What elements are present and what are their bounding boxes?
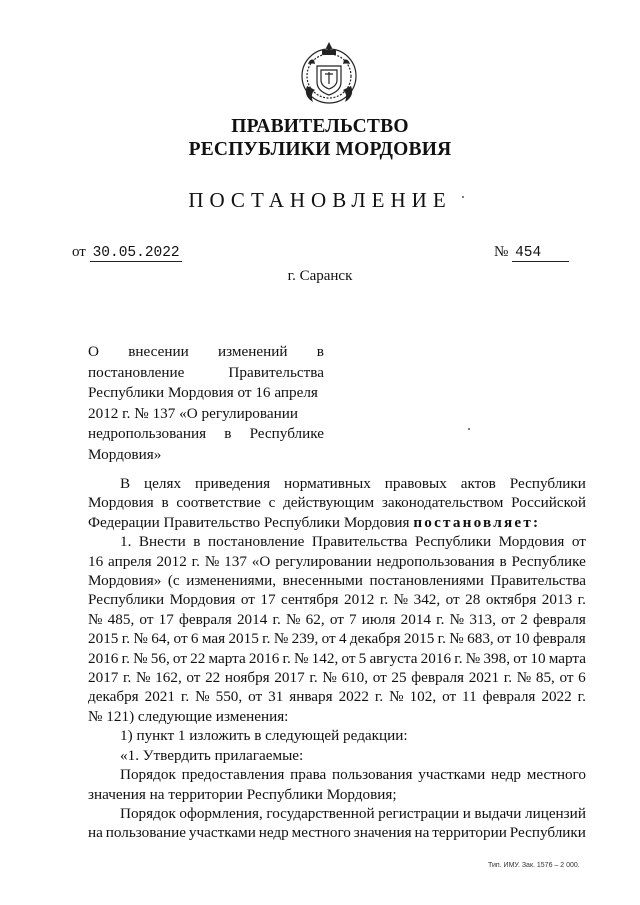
- body-word: №: [393, 591, 409, 609]
- body-word: лицензий: [524, 804, 586, 822]
- body-word: №: [88, 610, 103, 628]
- document-number: [494, 244, 569, 261]
- body-word: марта: [208, 649, 246, 667]
- body-word: 610,: [341, 669, 369, 687]
- body-word: от: [445, 591, 460, 609]
- body-word: мая: [201, 630, 226, 648]
- body-word: 162,: [155, 669, 182, 687]
- body-word: г.: [437, 630, 446, 648]
- body-word: от: [341, 649, 356, 667]
- body-word: Российской: [511, 494, 586, 512]
- subject-word: изменений: [218, 343, 288, 360]
- body-word: октября: [485, 591, 537, 609]
- body-word: участками: [188, 824, 256, 842]
- body-word: «1. Утвердить прилагаемые:: [120, 746, 304, 764]
- body-word: г.: [309, 669, 318, 687]
- body-word: г.: [503, 669, 513, 687]
- body-word: на: [414, 824, 430, 842]
- body-word: «О: [251, 552, 271, 570]
- body-word: на: [88, 824, 103, 842]
- body-word: г.: [123, 669, 132, 687]
- body-word: г.: [191, 552, 200, 570]
- subject-word: О: [88, 343, 99, 360]
- body-word: г.: [121, 630, 131, 648]
- body-word: 2013: [541, 591, 573, 609]
- body-word: 17: [260, 591, 276, 609]
- document-city: г. Саранск: [287, 268, 353, 284]
- body-word: г.: [577, 591, 586, 609]
- date-value: 30.05.2022: [90, 245, 182, 262]
- body-word: Республики: [509, 475, 586, 492]
- body-word: №: [133, 649, 148, 667]
- body-line: [88, 493, 586, 512]
- body-word: 28: [465, 591, 481, 609]
- subject-line: [88, 445, 324, 466]
- body-word: В: [120, 475, 131, 492]
- body-word: от: [240, 591, 255, 609]
- coat-of-arms-emblem: [298, 38, 360, 106]
- body-word: 64,: [151, 630, 171, 648]
- body-word: оформления,: [179, 804, 263, 822]
- body-word: г.: [121, 649, 130, 667]
- body-word: территории: [432, 824, 507, 842]
- body-word: регулировании: [275, 552, 372, 570]
- scan-speck: [462, 196, 464, 198]
- body-word: значения: [353, 824, 412, 842]
- body-word: №: [133, 630, 148, 648]
- organization-name-line2: РЕСПУБЛИКИ МОРДОВИЯ: [188, 139, 452, 160]
- body-word: 2015: [403, 630, 435, 648]
- body-word: №: [322, 669, 337, 687]
- body-word: №: [285, 610, 301, 628]
- scan-speck: [468, 428, 470, 430]
- body-word: 10: [530, 649, 546, 667]
- body-word: Мордовия»: [88, 572, 162, 590]
- body-word: 56,: [150, 649, 170, 667]
- body-word: Порядок: [120, 766, 176, 784]
- body-word: августа: [369, 649, 418, 667]
- body-word: г.: [272, 610, 281, 628]
- body-word: недр: [258, 824, 289, 842]
- body-word: государственной: [266, 804, 375, 822]
- body-word: 31: [268, 688, 284, 706]
- body-word: декабря: [88, 688, 139, 706]
- body-word: №: [465, 649, 481, 667]
- body-word: внесенными: [282, 572, 363, 590]
- body-word: законодательством: [381, 494, 504, 512]
- body-line: [88, 532, 586, 551]
- body-word: Республики: [88, 591, 165, 609]
- body-line: [88, 610, 586, 629]
- subject-line: [88, 363, 324, 384]
- body-word: значения на территории Республики Мордовия;: [88, 785, 397, 803]
- body-word: 1) пункт 1 изложить в следующей редакции:: [120, 727, 408, 745]
- body-word: 6: [190, 630, 199, 648]
- body-word: от: [571, 533, 586, 551]
- body-word: №: [389, 688, 404, 706]
- body-word: 398,: [483, 649, 510, 667]
- body-line: [88, 668, 586, 687]
- subject-word: в: [316, 343, 324, 360]
- subject-word: в: [224, 425, 232, 442]
- body-line: [88, 746, 586, 765]
- body-word: недр: [490, 766, 521, 784]
- body-line: [88, 590, 586, 609]
- body-word: 4: [338, 630, 347, 648]
- body-word: 10: [514, 630, 530, 648]
- body-word: в: [161, 494, 169, 512]
- body-word: права: [290, 766, 327, 784]
- body-word: 2017: [274, 669, 305, 687]
- body-word: от: [321, 630, 336, 648]
- body-word: г.: [379, 591, 389, 609]
- body-word: выдачи: [474, 804, 522, 822]
- body-line: [88, 726, 586, 745]
- document-body: [88, 474, 586, 843]
- number-prefix: №: [494, 244, 509, 260]
- body-word: правовых: [384, 475, 447, 492]
- body-word: Мордовия: [498, 533, 565, 551]
- body-line: [88, 823, 586, 842]
- subject-word: внесении: [128, 343, 189, 360]
- body-word: №: [273, 630, 289, 648]
- body-word: местного: [291, 824, 351, 842]
- body-line: [88, 571, 586, 590]
- subject-line: [88, 383, 324, 404]
- body-word: г.: [454, 649, 463, 667]
- body-word: 2022: [541, 688, 572, 706]
- body-word: 342,: [413, 591, 441, 609]
- body-word: декабря: [349, 630, 401, 648]
- body-word: 25: [391, 669, 407, 687]
- body-word: от: [248, 688, 263, 706]
- body-word: регистрации: [378, 804, 460, 822]
- body-word: 2015: [228, 630, 259, 648]
- body-word: 2021: [468, 669, 500, 687]
- body-word: февраля: [411, 669, 465, 687]
- body-word: от: [442, 688, 457, 706]
- body-word: целях: [144, 475, 182, 492]
- body-word: от: [501, 610, 516, 628]
- body-word: 485,: [107, 610, 135, 628]
- body-word: пользования: [332, 766, 413, 784]
- body-word: 137: [224, 552, 247, 570]
- body-word: от: [559, 669, 574, 687]
- body-word: 62,: [305, 610, 325, 628]
- body-word: Федерации Правительство Республики Мордовия: [88, 513, 410, 531]
- body-word: 313,: [469, 610, 496, 628]
- body-word: июля: [361, 610, 396, 628]
- document-subject: [88, 342, 324, 465]
- body-word: Республики: [414, 533, 492, 551]
- document-type-title: ПОСТАНОВЛЕНИЕ: [188, 188, 452, 212]
- body-word: 683,: [467, 630, 494, 648]
- body-word: от: [513, 649, 528, 667]
- body-word: №: [516, 669, 532, 687]
- body-word: актов: [460, 475, 496, 492]
- body-line: [88, 804, 586, 823]
- body-word: 142,: [311, 649, 339, 667]
- body-word: 85,: [535, 669, 555, 687]
- subject-word: Республики Мордовия от 16 апреля: [88, 384, 318, 401]
- body-word: 2012: [156, 552, 187, 570]
- body-word: от: [173, 630, 188, 648]
- body-word: 2016: [248, 649, 280, 667]
- body-word: местного: [526, 766, 586, 784]
- body-line: [88, 765, 586, 784]
- body-word: 16: [88, 552, 104, 570]
- body-word: №: [449, 610, 465, 628]
- body-word: 5: [358, 649, 367, 667]
- body-word: февраля: [482, 688, 536, 706]
- body-word: Правительства: [490, 572, 586, 590]
- body-word: 2016: [420, 649, 452, 667]
- subject-line: [88, 424, 324, 445]
- body-line: [88, 649, 586, 668]
- body-word: с: [268, 494, 276, 512]
- body-word: Республики: [509, 824, 586, 842]
- body-word: 17: [158, 610, 174, 628]
- body-word: февраля: [533, 610, 586, 628]
- subject-word: недропользования: [88, 425, 207, 442]
- body-word: (с: [167, 572, 180, 590]
- body-word: №: [204, 552, 220, 570]
- document-date: [72, 244, 182, 261]
- body-word: от: [139, 610, 154, 628]
- subject-word: Республике: [249, 425, 324, 442]
- body-word: 2017: [88, 669, 119, 687]
- body-word: Республике: [511, 552, 586, 570]
- body-line: [88, 785, 586, 804]
- date-prefix: от: [72, 244, 86, 260]
- body-word: от: [186, 669, 201, 687]
- body-word: 2: [520, 610, 528, 628]
- body-word: 2021: [144, 688, 175, 706]
- number-value: 454: [512, 245, 569, 262]
- body-word: 2016: [88, 649, 119, 667]
- body-word: приведения: [194, 475, 271, 492]
- body-word: участками: [418, 766, 486, 784]
- body-word: №: [293, 649, 309, 667]
- body-word: 1.: [120, 533, 132, 551]
- body-word: Мордовия: [169, 591, 236, 609]
- body-word: постановлениями: [369, 572, 484, 590]
- body-word: 6: [578, 669, 586, 687]
- body-word: февраля: [532, 630, 586, 648]
- body-word: 550,: [215, 688, 243, 706]
- body-word: №: [136, 669, 151, 687]
- body-word: г.: [436, 610, 445, 628]
- body-word: № 121) следующие изменения:: [88, 707, 289, 725]
- body-word: постановление: [207, 533, 305, 551]
- body-line: [88, 474, 586, 493]
- body-word: 22: [190, 649, 206, 667]
- body-word: января: [289, 688, 333, 706]
- body-line: [88, 513, 586, 532]
- subject-word: 2012 г. № 137 «О регулировании: [88, 404, 298, 422]
- body-line: [88, 629, 586, 648]
- body-word: в: [499, 552, 507, 570]
- body-word: г.: [180, 688, 190, 706]
- organization-name-line1: ПРАВИТЕЛЬСТВО: [231, 116, 409, 137]
- body-word: Правительства: [311, 533, 408, 551]
- subject-line: [88, 404, 324, 425]
- body-word: 102,: [409, 688, 437, 706]
- body-word: апреля: [108, 552, 152, 570]
- subject-word: Мордовия»: [88, 445, 162, 463]
- body-word: от: [329, 610, 344, 628]
- body-line: [88, 552, 586, 571]
- body-word: г.: [282, 649, 291, 667]
- body-word: 22: [205, 669, 221, 687]
- body-word: Мордовия: [88, 494, 154, 512]
- subject-word: постановление: [88, 363, 185, 381]
- resolution-keyword: постановляет:: [413, 513, 541, 531]
- body-word: и: [462, 804, 471, 822]
- body-word: 239,: [291, 630, 319, 648]
- body-word: Внести: [138, 533, 186, 551]
- body-word: ноября: [224, 669, 270, 687]
- body-word: г.: [374, 688, 384, 706]
- body-word: предоставления: [181, 766, 285, 784]
- body-word: в: [193, 533, 201, 551]
- body-word: соответствие: [176, 494, 261, 512]
- body-line: [88, 707, 586, 726]
- body-word: пользование: [105, 824, 186, 842]
- body-word: 11: [462, 688, 477, 706]
- body-word: недропользования: [376, 552, 495, 570]
- body-word: 2012: [344, 591, 375, 609]
- body-word: Порядок: [120, 804, 176, 822]
- body-word: изменениями,: [186, 572, 277, 590]
- body-word: 2022: [338, 688, 369, 706]
- body-word: от: [172, 649, 187, 667]
- body-word: №: [449, 630, 464, 648]
- body-word: 7: [349, 610, 357, 628]
- body-word: 2014: [236, 610, 268, 628]
- body-word: нормативных: [284, 475, 371, 492]
- subject-word: Правительства: [228, 363, 324, 381]
- body-word: от: [497, 630, 512, 648]
- subject-line: [88, 342, 324, 363]
- body-word: марта: [548, 649, 586, 667]
- printer-imprint: Тип. ИМУ. Зак. 1576 – 2 000.: [488, 862, 580, 869]
- body-word: действующим: [283, 494, 375, 512]
- body-line: [88, 687, 586, 706]
- body-word: 2015: [88, 630, 119, 648]
- body-word: г.: [577, 688, 586, 706]
- body-word: февраля: [178, 610, 232, 628]
- body-word: от: [372, 669, 387, 687]
- body-word: г.: [262, 630, 271, 648]
- body-word: сентября: [281, 591, 339, 609]
- body-word: №: [195, 688, 210, 706]
- body-word: 2014: [400, 610, 431, 628]
